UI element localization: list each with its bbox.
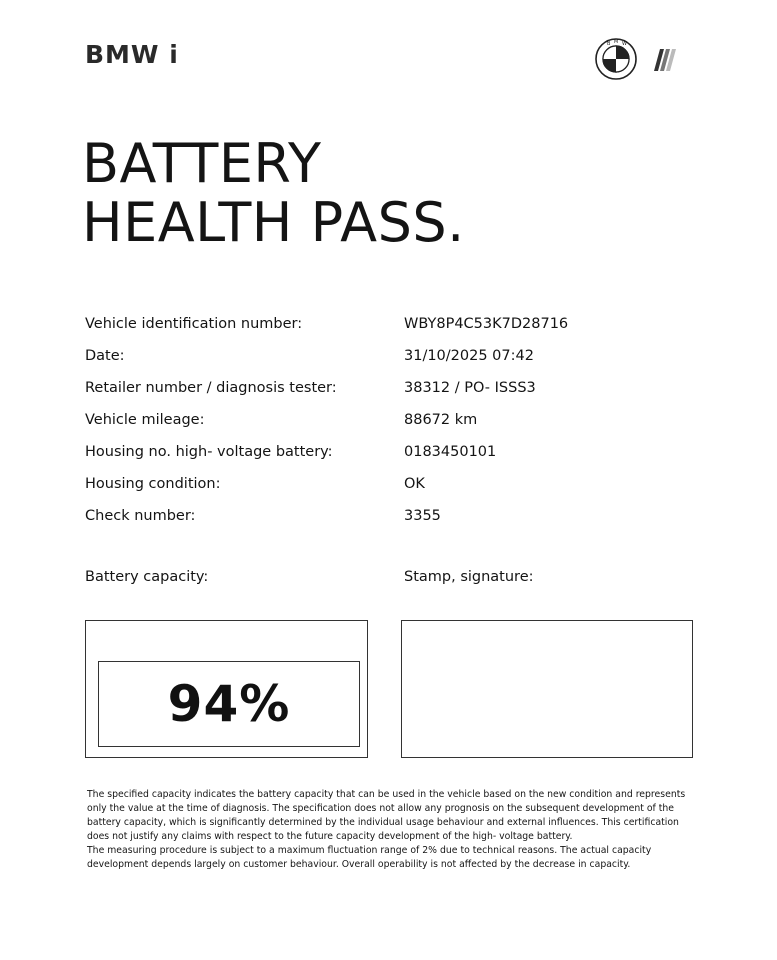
detail-row-date — [85, 348, 695, 370]
capacity-box — [85, 620, 368, 758]
detail-label: Check number: — [85, 508, 196, 524]
detail-label: Date: — [85, 348, 125, 364]
section-labels — [85, 569, 695, 591]
capacity-value: 94% — [167, 675, 291, 733]
stamp-signature-box — [401, 620, 693, 758]
detail-value: WBY8P4C53K7D28716 — [404, 316, 569, 332]
detail-value: 88672 km — [404, 412, 478, 428]
detail-row-retailer — [85, 380, 695, 402]
detail-row-housing-condition — [85, 476, 695, 498]
detail-row-check-number — [85, 508, 695, 530]
detail-label: Housing no. high- voltage battery: — [85, 444, 333, 460]
detail-label: Vehicle mileage: — [85, 412, 205, 428]
detail-row-vin — [85, 316, 695, 338]
detail-label: Housing condition: — [85, 476, 221, 492]
disclaimer-paragraph-1: The specified capacity indicates the battery capacity that can be used in the vehicle based on the new condition and represents only the value at the time of diagnosis. The specification does not allow any prognosis on the subsequent development of the battery capacity, which is significantly determined by the individual usage behaviour and external influences. This certification does not justify any claims with respect to the future capacity development of the high- voltage battery. — [87, 789, 686, 842]
svg-text:M: M — [614, 39, 619, 45]
detail-row-housing-number — [85, 444, 695, 466]
title-line-2: HEALTH PASS. — [82, 191, 465, 254]
detail-label: Vehicle identification number: — [85, 316, 303, 332]
stamp-label: Stamp, signature: — [404, 569, 534, 585]
svg-text:W: W — [622, 41, 627, 47]
disclaimer — [87, 788, 697, 872]
svg-text:B: B — [607, 41, 611, 47]
capacity-label: Battery capacity: — [85, 569, 209, 585]
detail-value: OK — [404, 476, 425, 492]
title-line-1: BATTERY — [82, 132, 322, 195]
bmw-roundel-icon — [594, 37, 694, 81]
page-title — [82, 134, 465, 252]
detail-row-mileage — [85, 412, 695, 434]
detail-value: 38312 / PO- ISSS3 — [404, 380, 536, 396]
disclaimer-paragraph-2: The measuring procedure is subject to a maximum fluctuation range of 2% due to technical reasons. The actual capacity development depends largely on customer behaviour. Overall operability is not affected by the decrease in capacity. — [87, 845, 652, 870]
detail-label: Retailer number / diagnosis tester: — [85, 380, 337, 396]
i-brand-slash-icon — [654, 49, 676, 71]
detail-value: 0183450101 — [404, 444, 497, 460]
capacity-inner-box — [98, 661, 360, 747]
detail-value: 31/10/2025 07:42 — [404, 348, 534, 364]
brand-name: BMW i — [85, 40, 179, 69]
logo-group — [594, 37, 694, 81]
detail-value: 3355 — [404, 508, 441, 524]
